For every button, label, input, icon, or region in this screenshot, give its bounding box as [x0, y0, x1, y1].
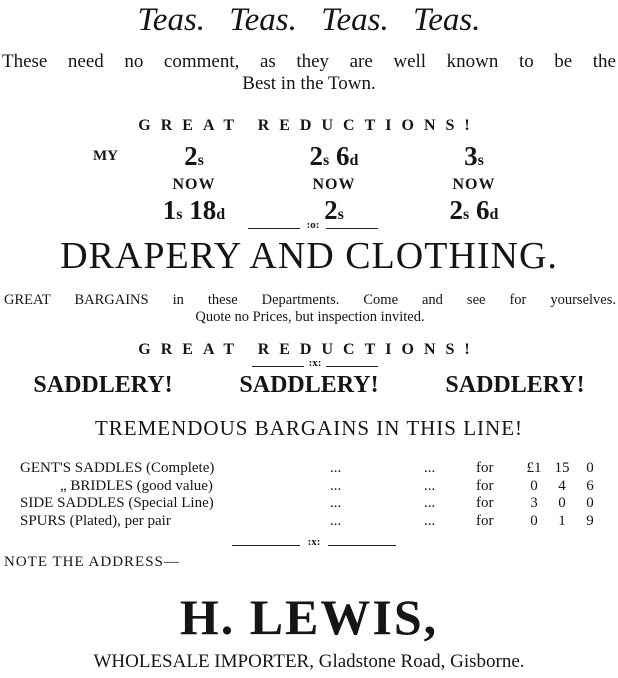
leader-dots: ... [424, 495, 436, 511]
intro-line-1: These need no comment, as they are well known to be the [2, 51, 616, 72]
separator-rule [328, 545, 396, 546]
drapery-heading: DRAPERY AND CLOTHING. [60, 235, 558, 277]
teas-word: Teas. [137, 2, 206, 38]
saddlery-price-list [20, 459, 610, 529]
saddlery-word: SADDLERY! [33, 372, 173, 398]
price-list-row [20, 512, 610, 530]
separator-rule [326, 366, 378, 367]
section-separator [248, 219, 378, 233]
for-label: for [476, 460, 494, 476]
great-reductions-heading-2: GREAT REDUCTIONS! [138, 341, 480, 358]
leader-dots: ... [330, 495, 342, 511]
bargains-line-1: GREAT BARGAINS in these Departments. Come and see for yourselves. [4, 292, 616, 308]
old-price: 2s 6d [309, 141, 359, 171]
teas-heading [0, 2, 618, 39]
price-comparison [0, 141, 618, 225]
great-reductions-heading: GREAT REDUCTIONS! [138, 117, 480, 134]
proprietor-name: H. LEWIS, [179, 589, 439, 645]
proprietor-address: WHOLESALE IMPORTER, Gladstone Road, Gisborne. [93, 651, 525, 672]
bargains-line-2: Quote no Prices, but inspection invited. [195, 309, 425, 325]
tremendous-heading: TREMENDOUS BARGAINS IN THIS LINE! [94, 416, 524, 440]
separator-mark: :x: [307, 536, 321, 548]
leader-dots: ... [330, 477, 342, 494]
old-price: 2s [184, 141, 204, 171]
teas-intro [0, 51, 618, 95]
item-price: £1 15 0 [526, 460, 594, 476]
new-price: 2s 6d [449, 195, 499, 225]
intro-line-2: Best in the Town. [242, 73, 376, 94]
price-list-row [20, 477, 610, 495]
bargains-text [4, 292, 616, 326]
saddlery-word: SADDLERY! [239, 372, 379, 398]
saddlery-word: SADDLERY! [445, 372, 585, 398]
note-address-label: NOTE THE ADDRESS— [4, 554, 180, 570]
item-name: SPURS (Plated), per pair [20, 512, 171, 529]
item-name: „ BRIDLES (good value) [60, 477, 213, 494]
new-price: 1s 18d [162, 195, 226, 225]
leader-dots: ... [424, 477, 436, 494]
saddlery-banner [0, 372, 618, 399]
teas-word: Teas. [229, 2, 297, 38]
for-label: for [476, 495, 494, 511]
new-price: 2s [324, 195, 344, 225]
for-label: for [476, 477, 494, 494]
price-column [279, 142, 389, 230]
section-separator [232, 536, 396, 550]
old-price: 3s [464, 141, 484, 171]
item-name: GENT'S SADDLES (Complete) [20, 460, 215, 476]
now-label: NOW [172, 176, 216, 193]
separator-mark: :o: [306, 219, 320, 231]
teas-word: Teas. [412, 2, 481, 38]
leader-dots: ... [424, 512, 436, 529]
price-list-row [20, 494, 610, 512]
item-name: SIDE SADDLES (Special Line) [20, 495, 214, 511]
my-label: MY [93, 148, 118, 164]
price-list-row [20, 459, 610, 477]
price-column [139, 142, 249, 230]
leader-dots: ... [330, 460, 342, 476]
item-price: 3 0 0 [530, 495, 594, 511]
now-label: NOW [452, 176, 496, 193]
item-price: 0 4 6 [530, 477, 594, 494]
leader-dots: ... [330, 512, 342, 529]
teas-word: Teas. [321, 2, 389, 38]
now-label: NOW [312, 176, 356, 193]
price-column [419, 142, 529, 230]
for-label: for [476, 512, 494, 529]
leader-dots: ... [424, 460, 436, 476]
item-price: 0 1 9 [530, 512, 594, 529]
separator-mark: :x: [308, 357, 322, 369]
separator-rule [326, 228, 378, 229]
section-separator [252, 357, 378, 371]
